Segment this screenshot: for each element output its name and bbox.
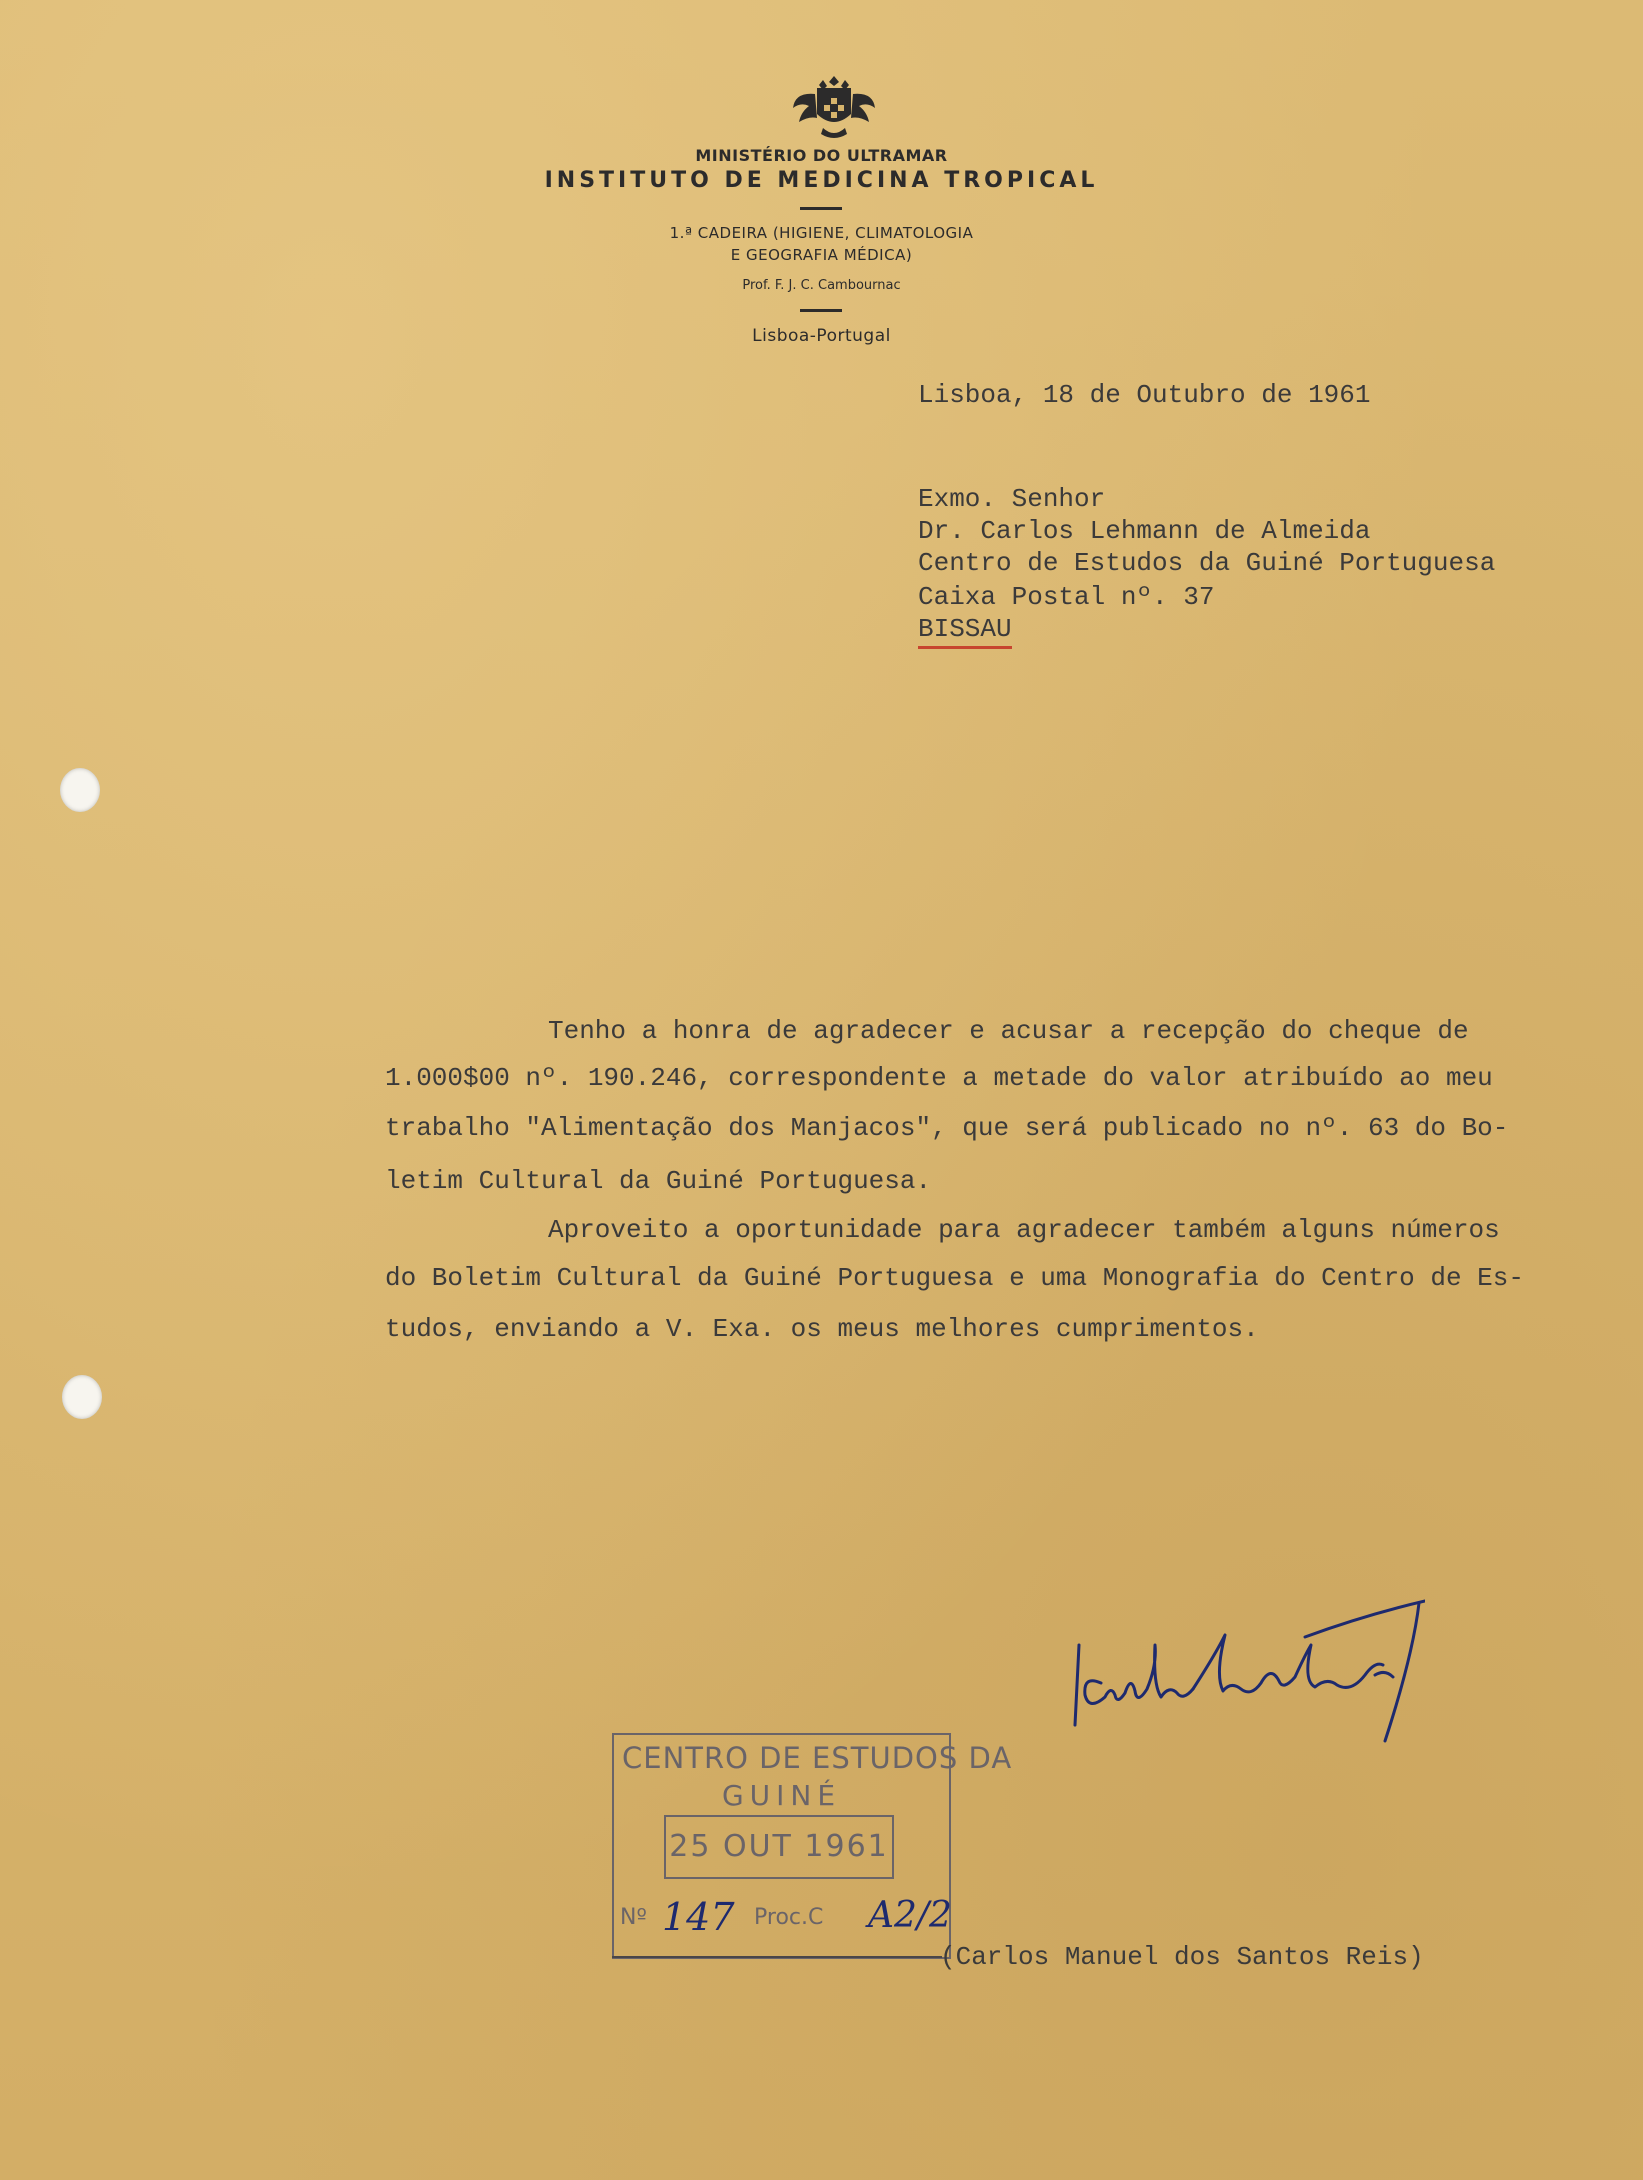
stamp-org-line-2: GUINÉ	[721, 1779, 842, 1812]
letterhead-rule-1	[800, 207, 842, 210]
signature-line	[612, 1956, 942, 1958]
handwritten-signature	[1065, 1565, 1425, 1765]
stamp-number-value: 147	[662, 1895, 735, 1939]
address-box: Caixa Postal nº. 37	[918, 582, 1215, 612]
body-line: 1.000$00 nº. 190.246, correspondente a metade do valor atribuído ao meu	[385, 1063, 1493, 1093]
date-line: Lisboa, 18 de Outubro de 1961	[918, 380, 1371, 410]
coat-of-arms-icon	[787, 72, 881, 142]
body-line: Aproveito a oportunidade para agradecer também alguns números	[548, 1215, 1500, 1245]
letterhead-rule-2	[800, 309, 842, 312]
stamp-date-box	[664, 1815, 894, 1879]
stamp-proc-label: Proc.C	[754, 1905, 824, 1930]
institute-name: INSTITUTO DE MEDICINA TROPICAL	[544, 168, 1099, 193]
punch-hole-bottom	[62, 1375, 102, 1419]
stamp-org-line-1: CENTRO DE ESTUDOS DA	[622, 1741, 1013, 1775]
professor-name: Prof. F. J. C. Cambournac	[742, 278, 901, 293]
punch-hole-top	[60, 768, 100, 812]
address-salutation: Exmo. Senhor	[918, 484, 1106, 514]
chair-line-2: E GEOGRAFIA MÉDICA)	[730, 246, 913, 264]
letterhead-city: Lisboa-Portugal	[752, 326, 891, 346]
body-line: tudos, enviando a V. Exa. os meus melhores cumprimentos.	[385, 1314, 1259, 1344]
signatory-name: (Carlos Manuel dos Santos Reis)	[940, 1942, 1424, 1972]
address-name: Dr. Carlos Lehmann de Almeida	[918, 516, 1371, 546]
body-line: do Boletim Cultural da Guiné Portuguesa e uma Monografia do Centro de Es-	[385, 1263, 1524, 1293]
registration-stamp	[612, 1733, 1013, 1959]
stamp-proc-value: A2/2	[868, 1895, 952, 1936]
address-city-text: BISSAU	[918, 614, 1012, 649]
body-line: letim Cultural da Guiné Portuguesa.	[385, 1166, 932, 1196]
address-city	[918, 614, 1012, 644]
body-line: trabalho "Alimentação dos Manjacos", que será publicado no nº. 63 do Bo-	[385, 1113, 1509, 1143]
stamp-date: 25 OUT 1961	[669, 1829, 889, 1864]
body-line: Tenho a honra de agradecer e acusar a recepção do cheque de	[548, 1016, 1469, 1046]
stamp-number-label: Nº	[620, 1905, 647, 1930]
address-org: Centro de Estudos da Guiné Portuguesa	[918, 548, 1496, 578]
ministry-name: MINISTÉRIO DO ULTRAMAR	[695, 146, 948, 165]
chair-line-1: 1.ª CADEIRA (HIGIENE, CLIMATOLOGIA	[669, 224, 974, 242]
